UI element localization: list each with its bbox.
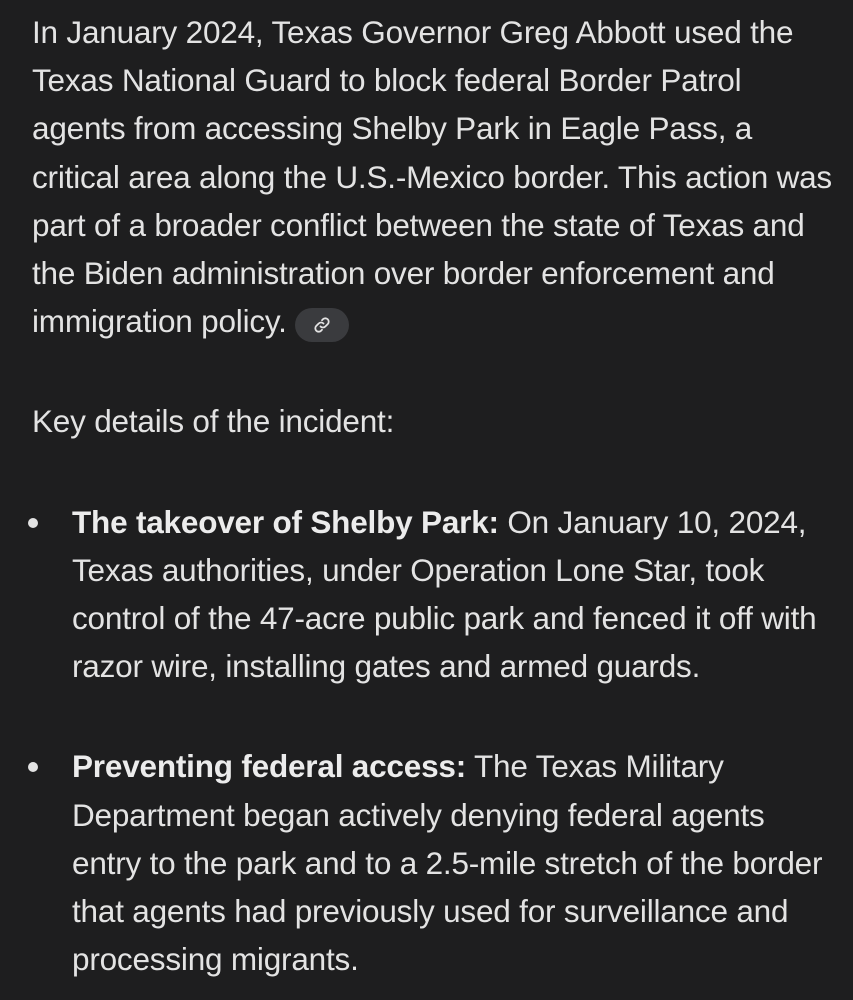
list-item [32,498,832,691]
list-item-title: The takeover of Shelby Park: [72,503,499,540]
list-item-title: Preventing federal access: [72,748,466,785]
bullet-icon [28,518,38,528]
intro-text: In January 2024, Texas Governor Greg Abbott used the Texas National Guard to block federal Border Patrol agents from accessing Shelby Park in Eagle Pass, a critical area along the U.S.-Mexico border. This action was part of a broader conflict between the state of Texas and the Biden administration over border enforcement and immigration policy. [32,14,832,340]
list-item-body: On January 10, 2024, Texas authorities, under Operation Lone Star, took control of the 47-acre public park and fenced it off with razor wire, installing gates and armed guards. [72,503,817,685]
link-icon [313,316,331,334]
response-content [32,8,832,983]
list-item [32,742,832,983]
key-details-list [32,498,832,984]
intro-paragraph [32,8,832,345]
key-details-heading: Key details of the incident: [32,403,395,440]
list-item-body: The Texas Military Department began actively denying federal agents entry to the park and to a 2.5-mile stretch of the border that agents had previously used for surveillance and processing migrants. [72,748,823,978]
bullet-icon [28,762,38,772]
source-link-chip[interactable] [295,308,349,342]
